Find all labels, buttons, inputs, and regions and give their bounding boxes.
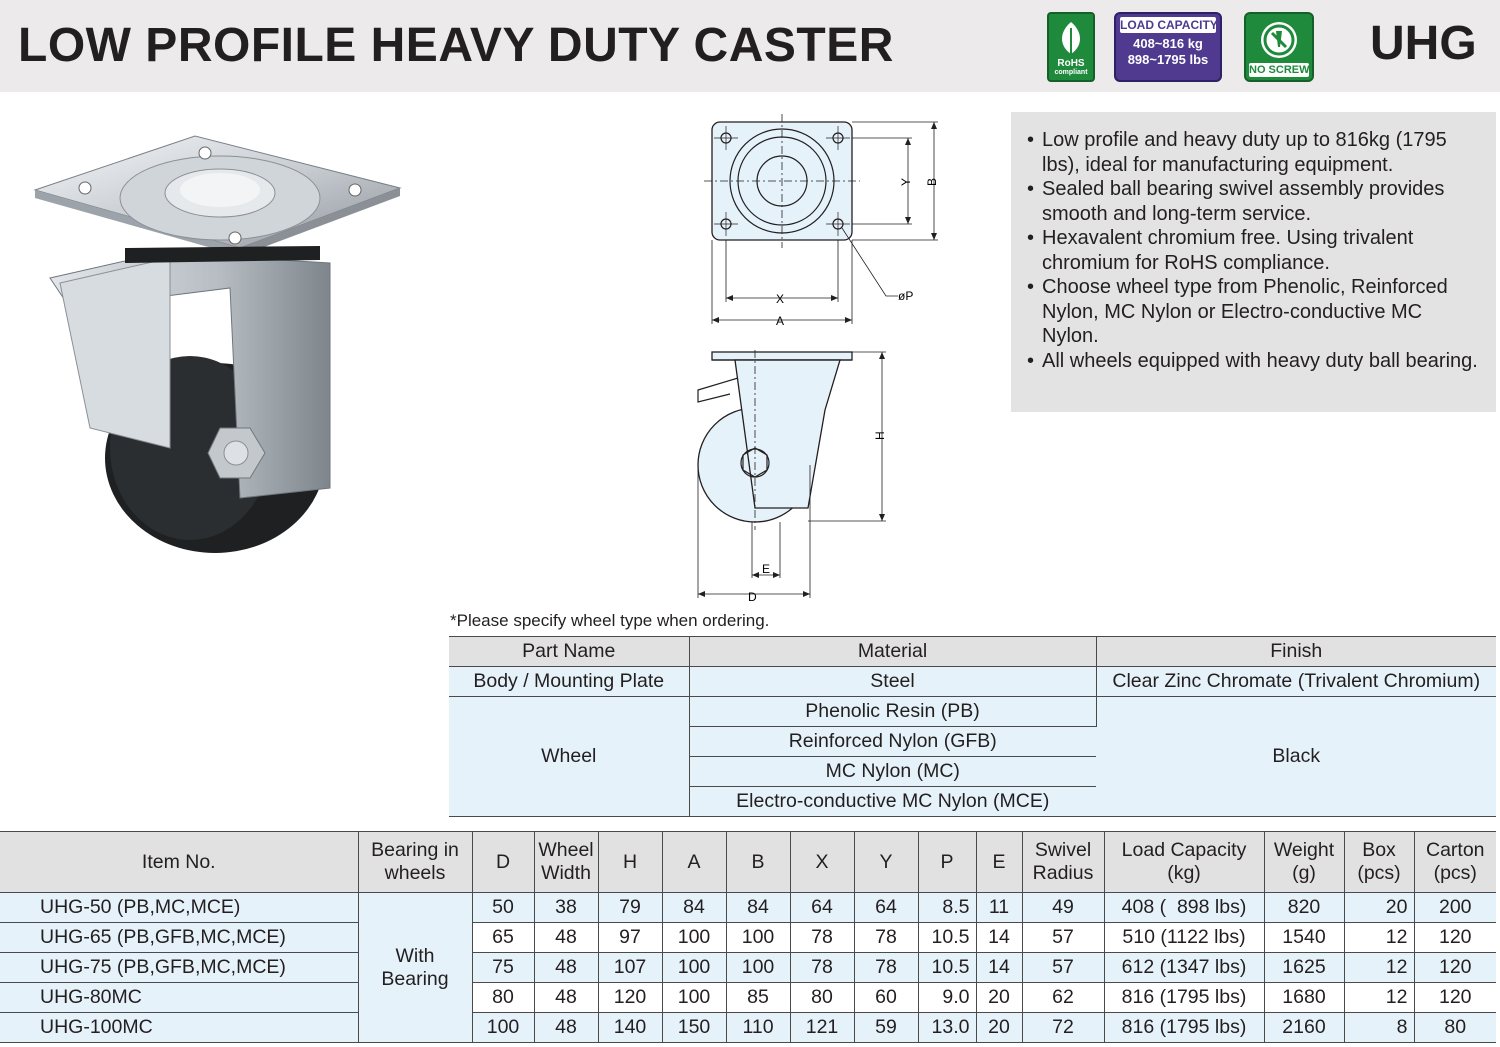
spec-load: 510 (1122 lbs) xyxy=(1104,923,1264,953)
rohs-label: RoHS xyxy=(1057,58,1085,69)
spec-d: 65 xyxy=(472,923,534,953)
spec-load: 816 (1795 lbs) xyxy=(1104,1013,1264,1043)
spec-h: 97 xyxy=(598,923,662,953)
spec-header-load xyxy=(1104,832,1264,893)
technical-drawing xyxy=(690,110,950,605)
spec-box: 20 xyxy=(1344,893,1414,923)
spec-x: 64 xyxy=(790,893,854,923)
features-panel xyxy=(1011,112,1496,412)
mat-body-finish: Clear Zinc Chromate (Trivalent Chromium) xyxy=(1096,667,1496,697)
spec-carton: 80 xyxy=(1414,1013,1496,1043)
table-row xyxy=(0,953,1496,983)
spec-swivel: 57 xyxy=(1022,953,1104,983)
spec-carton: 120 xyxy=(1414,923,1496,953)
spec-load: 408 ( 898 lbs) xyxy=(1104,893,1264,923)
spec-a: 100 xyxy=(662,923,726,953)
spec-item: UHG-80MC xyxy=(0,983,358,1013)
spec-width: 48 xyxy=(534,1013,598,1043)
table-row xyxy=(0,923,1496,953)
caster-photo xyxy=(30,128,410,558)
dim-a-label: A xyxy=(776,314,785,328)
spec-y: 64 xyxy=(854,893,918,923)
model-code: UHG xyxy=(1370,17,1477,70)
spec-table xyxy=(0,831,1496,1043)
dim-x-label: X xyxy=(776,292,785,306)
spec-x: 78 xyxy=(790,923,854,953)
spec-d: 50 xyxy=(472,893,534,923)
spec-a: 84 xyxy=(662,893,726,923)
spec-d: 75 xyxy=(472,953,534,983)
spec-width: 48 xyxy=(534,983,598,1013)
spec-carton: 120 xyxy=(1414,983,1496,1013)
spec-b: 110 xyxy=(726,1013,790,1043)
spec-box: 12 xyxy=(1344,923,1414,953)
mat-wheel-material: Phenolic Resin (PB) xyxy=(689,697,1096,727)
spec-p: 13.0 xyxy=(918,1013,976,1043)
spec-item: UHG-100MC xyxy=(0,1013,358,1043)
load-badge-kg: 408~816 kg xyxy=(1133,36,1203,51)
spec-carton: 120 xyxy=(1414,953,1496,983)
spec-p: 8.5 xyxy=(918,893,976,923)
spec-header-b: B xyxy=(726,832,790,893)
spec-y: 59 xyxy=(854,1013,918,1043)
spec-b: 100 xyxy=(726,923,790,953)
dim-h-label: H xyxy=(873,431,887,440)
spec-load: 816 (1795 lbs) xyxy=(1104,983,1264,1013)
feature-item: • All wheels equipped with heavy duty ball bearing. xyxy=(1025,349,1482,374)
spec-d: 80 xyxy=(472,983,534,1013)
feature-item: • Hexavalent chromium free. Using trivalent chromium for RoHS compliance. xyxy=(1025,226,1482,275)
spec-box: 12 xyxy=(1344,983,1414,1013)
mat-header-part: Part Name xyxy=(449,637,689,667)
materials-table xyxy=(449,636,1496,817)
spec-e: 20 xyxy=(976,1013,1022,1043)
spec-a: 100 xyxy=(662,953,726,983)
spec-header-p: P xyxy=(918,832,976,893)
mat-wheel-finish: Black xyxy=(1096,697,1496,817)
spec-b: 84 xyxy=(726,893,790,923)
spec-header-d: D xyxy=(472,832,534,893)
mat-wheel-material: MC Nylon (MC) xyxy=(689,757,1096,787)
spec-header-a: A xyxy=(662,832,726,893)
spec-header-h: H xyxy=(598,832,662,893)
dim-p-label: øP xyxy=(898,289,914,303)
spec-p: 10.5 xyxy=(918,923,976,953)
table-row xyxy=(0,893,1496,923)
load-badge-lbs: 898~1795 lbs xyxy=(1127,52,1209,67)
spec-b: 100 xyxy=(726,953,790,983)
spec-carton: 200 xyxy=(1414,893,1496,923)
spec-weight: 820 xyxy=(1264,893,1344,923)
spec-e: 20 xyxy=(976,983,1022,1013)
mat-wheel-material: Electro-conductive MC Nylon (MCE) xyxy=(689,787,1096,817)
spec-p: 10.5 xyxy=(918,953,976,983)
dim-d-label: D xyxy=(748,590,757,604)
spec-x: 121 xyxy=(790,1013,854,1043)
rohs-sub: compliant xyxy=(1054,69,1088,76)
spec-x: 80 xyxy=(790,983,854,1013)
mat-wheel-part: Wheel xyxy=(449,697,689,817)
mat-body-part: Body / Mounting Plate xyxy=(449,667,689,697)
spec-header-bearing-l2: wheels xyxy=(384,862,446,884)
dim-b-label: B xyxy=(925,177,939,186)
spec-h: 79 xyxy=(598,893,662,923)
feature-item: • Choose wheel type from Phenolic, Reinforced Nylon, MC Nylon or Electro-conductive MC Nylon. xyxy=(1025,275,1482,349)
spec-load: 612 (1347 lbs) xyxy=(1104,953,1264,983)
spec-header-swivel-l2: Radius xyxy=(1032,862,1094,884)
spec-swivel: 62 xyxy=(1022,983,1104,1013)
spec-width: 38 xyxy=(534,893,598,923)
no-screw-label: NO SCREW xyxy=(1249,64,1310,76)
spec-box: 12 xyxy=(1344,953,1414,983)
spec-x: 78 xyxy=(790,953,854,983)
table-row xyxy=(0,1013,1496,1043)
header-band xyxy=(0,0,1500,92)
spec-header-width xyxy=(534,832,598,893)
spec-p: 9.0 xyxy=(918,983,976,1013)
spec-width: 48 xyxy=(534,953,598,983)
spec-h: 120 xyxy=(598,983,662,1013)
spec-e: 11 xyxy=(976,893,1022,923)
spec-header-item: Item No. xyxy=(0,832,358,893)
spec-item: UHG-50 (PB,MC,MCE) xyxy=(0,893,358,923)
spec-box: 8 xyxy=(1344,1013,1414,1043)
spec-header-bearing xyxy=(358,832,472,893)
load-capacity-badge xyxy=(1114,12,1222,82)
mat-header-material: Material xyxy=(689,637,1096,667)
spec-header-weight-l1: Weight xyxy=(1273,839,1335,861)
spec-e: 14 xyxy=(976,953,1022,983)
spec-swivel: 49 xyxy=(1022,893,1104,923)
spec-header-e: E xyxy=(976,832,1022,893)
spec-header-box xyxy=(1344,832,1414,893)
spec-swivel: 72 xyxy=(1022,1013,1104,1043)
spec-header-load-l1: Load Capacity xyxy=(1121,839,1247,861)
spec-header-swivel-l1: Swivel xyxy=(1034,839,1092,861)
dim-y-label: Y xyxy=(899,177,913,186)
spec-h: 140 xyxy=(598,1013,662,1043)
spec-swivel: 57 xyxy=(1022,923,1104,953)
spec-width: 48 xyxy=(534,923,598,953)
rohs-badge xyxy=(1047,12,1095,82)
load-badge-title: LOAD CAPACITY xyxy=(1120,18,1218,32)
spec-e: 14 xyxy=(976,923,1022,953)
no-screw-badge xyxy=(1244,12,1314,82)
spec-y: 78 xyxy=(854,953,918,983)
spec-header-box-l2: (pcs) xyxy=(1357,862,1401,884)
feature-item: • Sealed ball bearing swivel assembly provides smooth and long-term service. xyxy=(1025,177,1482,226)
spec-header-swivel xyxy=(1022,832,1104,893)
spec-bearing-l2: Bearing xyxy=(381,967,449,990)
spec-header-carton xyxy=(1414,832,1496,893)
spec-weight: 1540 xyxy=(1264,923,1344,953)
spec-h: 107 xyxy=(598,953,662,983)
feature-item: • Low profile and heavy duty up to 816kg (1795 lbs), ideal for manufacturing equipment. xyxy=(1025,128,1482,177)
no-screw-icon xyxy=(1256,17,1302,63)
spec-header-carton-l2: (pcs) xyxy=(1433,862,1477,884)
table-row xyxy=(0,983,1496,1013)
spec-header-carton-l1: Carton xyxy=(1425,839,1485,861)
spec-header-width-l2: Width xyxy=(541,862,591,884)
spec-header-box-l1: Box xyxy=(1362,839,1396,861)
spec-bearing xyxy=(358,893,472,1043)
spec-item: UHG-75 (PB,GFB,MC,MCE) xyxy=(0,953,358,983)
spec-y: 78 xyxy=(854,923,918,953)
dim-e-label: E xyxy=(762,562,771,576)
mat-header-finish: Finish xyxy=(1096,637,1496,667)
spec-weight: 2160 xyxy=(1264,1013,1344,1043)
spec-header-weight xyxy=(1264,832,1344,893)
mat-body-material: Steel xyxy=(689,667,1096,697)
spec-header-x: X xyxy=(790,832,854,893)
spec-bearing-l1: With xyxy=(395,944,435,967)
order-note: *Please specify wheel type when ordering. xyxy=(450,611,770,630)
spec-y: 60 xyxy=(854,983,918,1013)
spec-d: 100 xyxy=(472,1013,534,1043)
spec-header-weight-l2: (g) xyxy=(1292,862,1316,884)
spec-weight: 1625 xyxy=(1264,953,1344,983)
spec-a: 100 xyxy=(662,983,726,1013)
spec-item: UHG-65 (PB,GFB,MC,MCE) xyxy=(0,923,358,953)
spec-b: 85 xyxy=(726,983,790,1013)
leaf-icon xyxy=(1056,20,1086,58)
spec-header-width-l1: Wheel xyxy=(538,839,594,861)
spec-a: 150 xyxy=(662,1013,726,1043)
spec-header-load-l2: (kg) xyxy=(1167,862,1201,884)
page-title: LOW PROFILE HEAVY DUTY CASTER xyxy=(18,19,894,72)
spec-header-bearing-l1: Bearing in xyxy=(371,839,459,861)
spec-weight: 1680 xyxy=(1264,983,1344,1013)
mat-wheel-material: Reinforced Nylon (GFB) xyxy=(689,727,1096,757)
spec-header-y: Y xyxy=(854,832,918,893)
